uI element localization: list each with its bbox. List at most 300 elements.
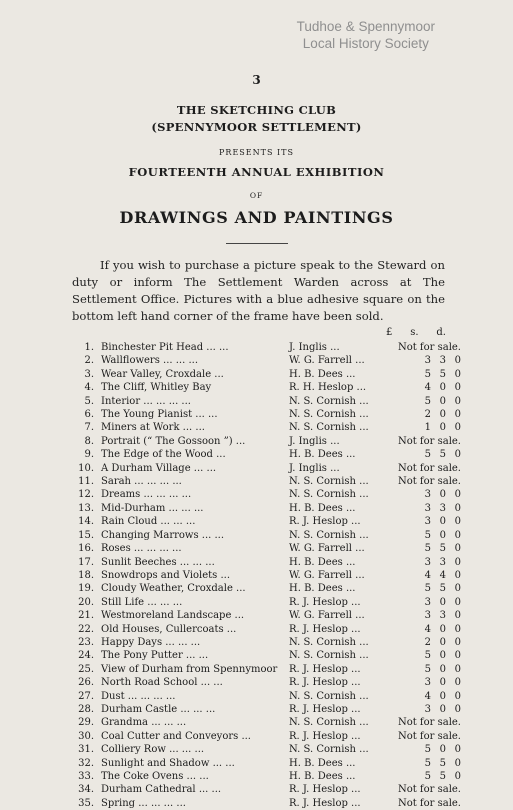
price-pence: 0 xyxy=(454,677,461,689)
page-title: DRAWINGS AND PAINTINGS xyxy=(119,208,394,227)
price-pence: 0 xyxy=(454,449,461,461)
entry-number: 22. xyxy=(78,623,94,635)
entry-artist: H. B. Dees ... xyxy=(289,583,356,595)
entry-title: Cloudy Weather, Croxdale ... xyxy=(101,583,246,595)
table-row xyxy=(74,797,461,810)
intro-paragraph xyxy=(72,257,445,325)
price-shillings: 0 xyxy=(439,382,446,394)
price-lsd xyxy=(416,488,461,501)
entry-artist: N. S. Cornish ... xyxy=(289,690,369,702)
price-pence: 0 xyxy=(454,556,461,568)
entry-price: Not for sale. xyxy=(397,784,461,796)
entry-price xyxy=(377,556,461,569)
price-shillings: 0 xyxy=(439,623,446,635)
price-pence: 0 xyxy=(454,663,461,675)
entry-title: Snowdrops and Violets ... xyxy=(101,569,231,581)
entry-number: 25. xyxy=(78,663,94,675)
table-row xyxy=(74,341,461,354)
price-pounds: 5 xyxy=(424,663,431,675)
entry-title: The Coke Ovens ... ... xyxy=(101,771,209,782)
entry-artist: N. S. Cornish ... xyxy=(289,529,369,541)
entry-title: Rain Cloud ... ... ... xyxy=(101,516,196,528)
entry-number: 35. xyxy=(78,797,94,809)
entry-title: Colliery Row ... ... ... xyxy=(101,744,205,756)
price-pounds: 3 xyxy=(424,489,431,501)
price-lsd xyxy=(416,354,461,367)
price-pounds: 4 xyxy=(424,382,431,394)
entry-title: Changing Marrows ... ... xyxy=(101,529,225,541)
price-lsd xyxy=(416,556,461,569)
table-row xyxy=(74,354,461,367)
entry-number: 29. xyxy=(78,717,94,729)
entry-title: Portrait (“ The Gossoon ”) ... xyxy=(101,435,246,447)
entry-number: 31. xyxy=(78,744,94,756)
table-row xyxy=(74,770,461,783)
entry-number: 21. xyxy=(78,610,94,622)
entry-title: Roses ... ... ... ... xyxy=(101,543,182,555)
shillings-header: s. xyxy=(410,327,419,338)
price-shillings: 0 xyxy=(439,690,446,702)
price-pounds: 5 xyxy=(424,395,431,407)
price-shillings: 0 xyxy=(439,422,446,434)
entry-price: Not for sale. xyxy=(397,730,461,742)
entry-price xyxy=(377,569,461,582)
entry-number: 6. xyxy=(84,409,94,421)
price-pounds: 5 xyxy=(424,771,431,782)
price-pence: 0 xyxy=(454,757,461,769)
price-pence: 0 xyxy=(454,422,461,434)
price-pence: 0 xyxy=(454,690,461,702)
price-pounds: 3 xyxy=(424,556,431,568)
entry-price: Not for sale. xyxy=(397,797,461,809)
entry-number: 1. xyxy=(84,342,94,353)
entry-title: Wear Valley, Croxdale ... xyxy=(101,368,224,380)
price-lsd xyxy=(416,623,461,636)
entry-price xyxy=(377,368,461,381)
price-lsd xyxy=(416,542,461,555)
entry-price xyxy=(377,529,461,542)
entry-artist: R. J. Heslop ... xyxy=(289,703,361,715)
price-shillings: 0 xyxy=(439,529,446,541)
table-row xyxy=(74,475,461,488)
price-pence: 0 xyxy=(454,395,461,407)
intro-text: If you wish to purchase a picture speak to the Steward on duty or inform The Settlement Warden across at The Settlement Office. Pictures with a blue adhesive square on the bottom left hand corner of the frame have been sold. xyxy=(72,258,445,323)
entry-title: View of Durham from Spennymoor xyxy=(101,663,278,675)
entry-artist: R. H. Heslop ... xyxy=(289,382,367,394)
table-row xyxy=(74,703,461,716)
price-shillings: 3 xyxy=(439,502,446,514)
price-pence: 0 xyxy=(454,529,461,541)
entry-artist: N. S. Cornish ... xyxy=(289,717,369,729)
entry-number: 3. xyxy=(84,368,94,380)
pence-header: d. xyxy=(436,327,446,338)
entry-number: 9. xyxy=(84,449,94,461)
entry-price xyxy=(377,743,461,756)
watermark-line-2: Local History Society xyxy=(302,36,429,51)
price-shillings: 3 xyxy=(439,610,446,622)
entry-title: Coal Cutter and Conveyors ... xyxy=(101,730,251,742)
entry-title: Happy Days ... ... ... xyxy=(101,636,201,648)
entry-price xyxy=(377,448,461,461)
entry-number: 19. xyxy=(78,583,94,595)
table-row xyxy=(74,649,461,662)
page-number: 3 xyxy=(252,73,261,87)
entry-price: Not for sale. xyxy=(397,462,461,474)
price-shillings: 5 xyxy=(439,543,446,555)
price-shillings: 5 xyxy=(439,771,446,782)
table-row xyxy=(74,783,461,796)
price-lsd xyxy=(416,408,461,421)
organisation-name: (SPENNYMOOR SETTLEMENT) xyxy=(151,120,362,134)
entry-artist: W. G. Farrell ... xyxy=(289,610,365,622)
entry-number: 30. xyxy=(78,730,94,742)
entry-price xyxy=(377,663,461,676)
entry-artist: R. J. Heslop ... xyxy=(289,623,361,635)
entry-title: Dust ... ... ... ... xyxy=(101,690,176,702)
price-lsd xyxy=(416,743,461,756)
entry-artist: W. G. Farrell ... xyxy=(289,543,365,555)
price-lsd xyxy=(416,757,461,770)
entry-artist: H. B. Dees ... xyxy=(289,757,356,769)
entry-price xyxy=(377,690,461,703)
table-row xyxy=(74,623,461,636)
entry-number: 14. xyxy=(78,516,94,528)
price-lsd xyxy=(416,609,461,622)
price-pounds: 3 xyxy=(424,502,431,514)
price-pounds: 2 xyxy=(424,636,431,648)
entry-artist: N. S. Cornish ... xyxy=(289,422,369,434)
entry-artist: R. J. Heslop ... xyxy=(289,516,361,528)
entry-artist: H. B. Dees ... xyxy=(289,449,356,461)
price-shillings: 4 xyxy=(439,569,446,581)
entry-price xyxy=(377,381,461,394)
entry-price xyxy=(377,515,461,528)
table-row xyxy=(74,596,461,609)
entry-artist: N. S. Cornish ... xyxy=(289,476,369,488)
price-pence: 0 xyxy=(454,355,461,367)
entry-number: 17. xyxy=(78,556,94,568)
price-shillings: 3 xyxy=(439,556,446,568)
price-pounds: 5 xyxy=(424,650,431,662)
entry-price xyxy=(377,636,461,649)
price-pounds: 1 xyxy=(424,422,431,434)
price-pounds: 5 xyxy=(424,368,431,380)
entry-number: 5. xyxy=(84,395,94,407)
price-lsd xyxy=(416,676,461,689)
price-lsd xyxy=(416,502,461,515)
table-row xyxy=(74,690,461,703)
table-row xyxy=(74,381,461,394)
price-shillings: 0 xyxy=(439,489,446,501)
price-lsd xyxy=(416,569,461,582)
exhibition-title: FOURTEENTH ANNUAL EXHIBITION xyxy=(128,165,385,179)
price-pence: 0 xyxy=(454,368,461,380)
price-lsd xyxy=(416,596,461,609)
price-pence: 0 xyxy=(454,744,461,756)
price-pounds: 3 xyxy=(424,355,431,367)
entry-artist: J. Inglis ... xyxy=(289,462,340,474)
entry-title: Dreams ... ... ... ... xyxy=(101,489,192,501)
entry-title: Still Life ... ... ... xyxy=(101,596,183,608)
table-row xyxy=(74,569,461,582)
entry-artist: H. B. Dees ... xyxy=(289,771,356,782)
price-lsd xyxy=(416,421,461,434)
table-row xyxy=(74,582,461,595)
entry-title: North Road School ... ... xyxy=(101,677,223,689)
price-pence: 0 xyxy=(454,610,461,622)
table-row xyxy=(74,462,461,475)
price-lsd xyxy=(416,381,461,394)
entry-price xyxy=(377,596,461,609)
entry-title: Miners at Work ... ... xyxy=(101,422,205,434)
price-pounds: 5 xyxy=(424,744,431,756)
price-pence: 0 xyxy=(454,771,461,782)
entry-number: 26. xyxy=(78,677,94,689)
price-pence: 0 xyxy=(454,636,461,648)
entry-artist: R. J. Heslop ... xyxy=(289,797,361,809)
entry-title: Spring ... ... ... ... xyxy=(101,797,186,809)
of-line: OF xyxy=(249,191,264,200)
entry-price: Not for sale. xyxy=(397,717,461,729)
table-row xyxy=(74,435,461,448)
price-pounds: 5 xyxy=(424,757,431,769)
price-pounds: 3 xyxy=(424,516,431,528)
price-lsd xyxy=(416,770,461,783)
watermark-line-1: Tudhoe & Spennymoor xyxy=(296,19,435,34)
price-lsd xyxy=(416,448,461,461)
table-row xyxy=(74,730,461,743)
price-lsd xyxy=(416,649,461,662)
entry-title: Binchester Pit Head ... ... xyxy=(101,342,229,353)
price-lsd xyxy=(416,368,461,381)
table-row xyxy=(74,488,461,501)
entry-title: The Pony Putter ... ... xyxy=(101,650,209,662)
entry-title: Mid-Durham ... ... ... xyxy=(101,502,204,514)
table-row xyxy=(74,556,461,569)
entry-number: 7. xyxy=(84,422,94,434)
price-pounds: 4 xyxy=(424,569,431,581)
table-row xyxy=(74,395,461,408)
entry-artist: N. S. Cornish ... xyxy=(289,650,369,662)
watermark xyxy=(297,18,435,52)
entry-price xyxy=(377,421,461,434)
entry-number: 4. xyxy=(84,382,94,394)
exhibit-list-body xyxy=(74,341,461,810)
table-row xyxy=(74,716,461,729)
entry-number: 28. xyxy=(78,703,94,715)
price-pounds: 3 xyxy=(424,703,431,715)
entry-price xyxy=(377,354,461,367)
entry-artist: R. J. Heslop ... xyxy=(289,730,361,742)
entry-number: 16. xyxy=(78,543,94,555)
entry-title: Durham Cathedral ... ... xyxy=(101,784,222,796)
price-shillings: 0 xyxy=(439,650,446,662)
price-lsd xyxy=(416,690,461,703)
price-shillings: 5 xyxy=(439,583,446,595)
table-row xyxy=(74,542,461,555)
entry-title: The Young Pianist ... ... xyxy=(101,409,218,421)
entry-price: Not for sale. xyxy=(397,435,461,447)
entry-price: Not for sale. xyxy=(397,342,461,353)
price-pence: 0 xyxy=(454,382,461,394)
entry-number: 34. xyxy=(78,784,94,796)
price-lsd xyxy=(416,636,461,649)
entry-title: Sarah ... ... ... ... xyxy=(101,476,182,488)
entry-artist: R. J. Heslop ... xyxy=(289,677,361,689)
entry-price xyxy=(377,609,461,622)
price-shillings: 5 xyxy=(439,368,446,380)
price-pence: 0 xyxy=(454,650,461,662)
table-row xyxy=(74,515,461,528)
divider xyxy=(226,243,288,244)
entry-title: The Edge of the Wood ... xyxy=(101,449,226,461)
entry-price xyxy=(377,770,461,783)
entry-title: Sunlit Beeches ... ... ... xyxy=(101,556,215,568)
entry-number: 32. xyxy=(78,757,94,769)
entry-artist: W. G. Farrell ... xyxy=(289,569,365,581)
price-pounds: 3 xyxy=(424,610,431,622)
entry-artist: N. S. Cornish ... xyxy=(289,744,369,756)
price-lsd xyxy=(416,529,461,542)
entry-price xyxy=(377,623,461,636)
pounds-header: £ xyxy=(386,327,393,338)
price-pence: 0 xyxy=(454,623,461,635)
table-row xyxy=(74,743,461,756)
table-row xyxy=(74,368,461,381)
table-row xyxy=(74,529,461,542)
price-pence: 0 xyxy=(454,596,461,608)
entry-number: 12. xyxy=(78,489,94,501)
price-pounds: 5 xyxy=(424,449,431,461)
price-pounds: 3 xyxy=(424,677,431,689)
price-pence: 0 xyxy=(454,569,461,581)
entry-artist: R. J. Heslop ... xyxy=(289,663,361,675)
entry-artist: R. J. Heslop ... xyxy=(289,784,361,796)
entry-number: 10. xyxy=(78,462,94,474)
entry-title: The Cliff, Whitley Bay xyxy=(101,382,212,394)
price-shillings: 0 xyxy=(439,516,446,528)
price-pounds: 5 xyxy=(424,529,431,541)
entry-price xyxy=(377,502,461,515)
price-lsd xyxy=(416,395,461,408)
entry-title: Interior ... ... ... ... xyxy=(101,395,191,407)
presents-line: PRESENTS ITS xyxy=(219,148,294,157)
price-shillings: 5 xyxy=(439,757,446,769)
price-pence: 0 xyxy=(454,489,461,501)
table-row xyxy=(74,609,461,622)
price-pence: 0 xyxy=(454,409,461,421)
entry-number: 20. xyxy=(78,596,94,608)
table-row xyxy=(74,676,461,689)
entry-artist: J. Inglis ... xyxy=(289,342,340,353)
entry-number: 13. xyxy=(78,502,94,514)
entry-price xyxy=(377,757,461,770)
entry-artist: N. S. Cornish ... xyxy=(289,489,369,501)
price-pounds: 2 xyxy=(424,409,431,421)
price-pence: 0 xyxy=(454,583,461,595)
price-shillings: 0 xyxy=(439,395,446,407)
table-row xyxy=(74,421,461,434)
entry-artist: R. J. Heslop ... xyxy=(289,596,361,608)
entry-number: 11. xyxy=(78,476,94,488)
entry-title: Wallflowers ... ... ... xyxy=(101,355,198,367)
price-lsd xyxy=(416,663,461,676)
entry-title: Old Houses, Cullercoats ... xyxy=(101,623,237,635)
entry-artist: H. B. Dees ... xyxy=(289,368,356,380)
entry-price: Not for sale. xyxy=(397,476,461,488)
entry-number: 2. xyxy=(84,355,94,367)
entry-number: 23. xyxy=(78,636,94,648)
entry-title: Sunlight and Shadow ... ... xyxy=(101,757,235,769)
table-row xyxy=(74,757,461,770)
entry-artist: N. S. Cornish ... xyxy=(289,409,369,421)
price-pounds: 3 xyxy=(424,596,431,608)
price-shillings: 0 xyxy=(439,596,446,608)
price-lsd xyxy=(416,515,461,528)
exhibit-list xyxy=(74,341,461,810)
entry-artist: J. Inglis ... xyxy=(289,435,340,447)
price-pounds: 4 xyxy=(424,690,431,702)
price-lsd xyxy=(416,582,461,595)
entry-number: 15. xyxy=(78,529,94,541)
price-shillings: 3 xyxy=(439,355,446,367)
entry-title: Durham Castle ... ... ... xyxy=(101,703,216,715)
entry-title: Westmoreland Landscape ... xyxy=(101,610,245,622)
entry-price xyxy=(377,542,461,555)
price-pence: 0 xyxy=(454,516,461,528)
price-pence: 0 xyxy=(454,502,461,514)
entry-number: 24. xyxy=(78,650,94,662)
entry-artist: H. B. Dees ... xyxy=(289,556,356,568)
entry-number: 18. xyxy=(78,569,94,581)
price-shillings: 5 xyxy=(439,449,446,461)
entry-price xyxy=(377,408,461,421)
price-shillings: 0 xyxy=(439,744,446,756)
entry-title: Grandma ... ... ... xyxy=(101,717,187,729)
price-pence: 0 xyxy=(454,703,461,715)
price-shillings: 0 xyxy=(439,409,446,421)
price-lsd xyxy=(416,703,461,716)
price-shillings: 0 xyxy=(439,677,446,689)
price-pounds: 5 xyxy=(424,543,431,555)
table-row xyxy=(74,636,461,649)
price-shillings: 0 xyxy=(439,703,446,715)
entry-artist: N. S. Cornish ... xyxy=(289,636,369,648)
table-row xyxy=(74,663,461,676)
currency-header xyxy=(386,327,446,338)
entry-artist: N. S. Cornish ... xyxy=(289,395,369,407)
club-name: THE SKETCHING CLUB xyxy=(176,103,337,117)
entry-price xyxy=(377,488,461,501)
entry-price xyxy=(377,676,461,689)
price-shillings: 0 xyxy=(439,636,446,648)
table-row xyxy=(74,448,461,461)
table-row xyxy=(74,502,461,515)
entry-price xyxy=(377,582,461,595)
entry-artist: W. G. Farrell ... xyxy=(289,355,365,367)
entry-price xyxy=(377,649,461,662)
entry-price xyxy=(377,703,461,716)
entry-number: 8. xyxy=(84,435,94,447)
price-pounds: 5 xyxy=(424,583,431,595)
table-row xyxy=(74,408,461,421)
entry-number: 33. xyxy=(78,771,94,782)
entry-price xyxy=(377,395,461,408)
entry-artist: H. B. Dees ... xyxy=(289,502,356,514)
price-pounds: 4 xyxy=(424,623,431,635)
price-pence: 0 xyxy=(454,543,461,555)
price-shillings: 0 xyxy=(439,663,446,675)
